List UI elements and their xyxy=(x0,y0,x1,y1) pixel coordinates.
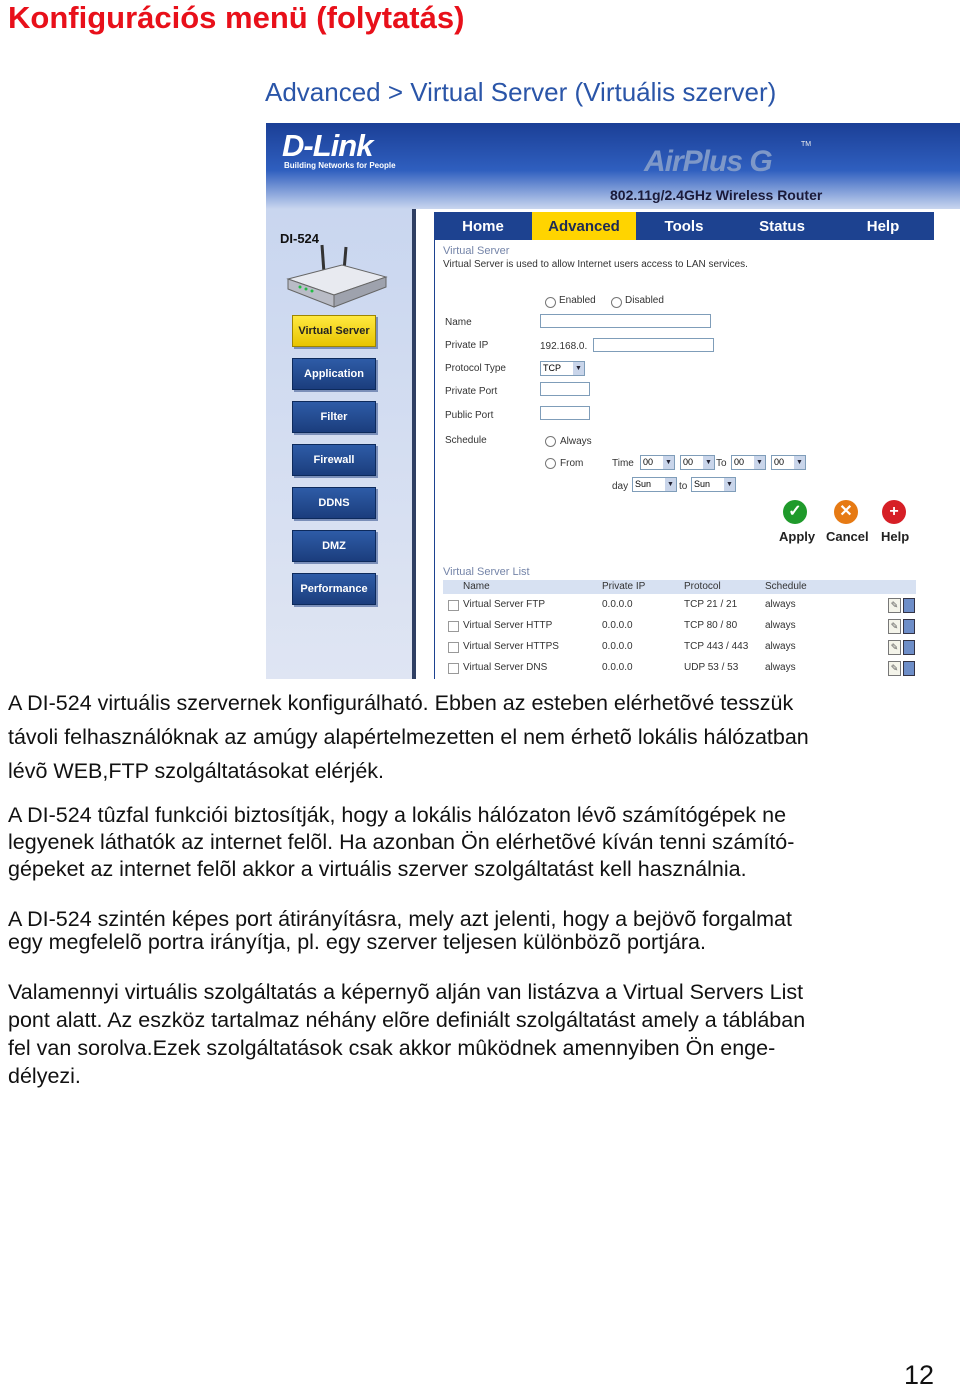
row-schedule: always xyxy=(765,641,796,652)
router-device-icon xyxy=(282,243,388,309)
time-label: Time xyxy=(612,458,634,469)
day-from-value: Sun xyxy=(635,479,652,489)
chevron-down-icon: ▼ xyxy=(663,456,674,469)
model-label: DI-524 xyxy=(280,231,320,246)
tab-help[interactable]: Help xyxy=(866,217,900,235)
private-port-label: Private Port xyxy=(445,386,498,397)
private-ip-input[interactable] xyxy=(593,338,714,352)
row-checkbox[interactable] xyxy=(448,642,459,653)
paragraph-2-line-1: A DI-524 tûzfal funkciói biztosítják, hogy a lokális hálózaton lévõ számítógépek ne xyxy=(8,803,787,827)
trash-icon[interactable] xyxy=(903,640,915,655)
row-name: Virtual Server HTTPS xyxy=(463,641,559,652)
table-row xyxy=(443,596,916,617)
edit-icon[interactable]: ✎ xyxy=(888,619,901,634)
time-to-hour-select[interactable] xyxy=(731,455,766,470)
paragraph-1-line-2: távoli felhasználóknak az amúgy alapértelmezetten el nem érhetõ lokális hálózatban xyxy=(8,725,809,749)
trash-icon[interactable] xyxy=(903,598,915,613)
help-icon[interactable]: + xyxy=(882,500,906,524)
time-from-hour-select[interactable] xyxy=(640,455,675,470)
router-model-description: 802.11g/2.4GHz Wireless Router xyxy=(610,187,823,203)
section-title: Virtual Server xyxy=(443,245,510,257)
sidebar-item-virtual-server[interactable]: Virtual Server xyxy=(292,315,376,347)
name-label: Name xyxy=(445,317,472,328)
table-row xyxy=(443,638,916,659)
paragraph-4-line-3: fel van sorolva.Ezek szolgáltatások csak akkor mûködnek amennyiben Ön enge- xyxy=(8,1036,776,1060)
disabled-radio[interactable] xyxy=(611,297,622,308)
sidebar-item-dmz[interactable]: DMZ xyxy=(292,530,376,562)
sidebar-item-application[interactable]: Application xyxy=(292,358,376,390)
edit-icon[interactable]: ✎ xyxy=(888,661,901,676)
list-header xyxy=(443,580,916,594)
page-number: 12 xyxy=(903,1360,934,1390)
row-ip: 0.0.0.0 xyxy=(602,662,633,673)
tab-bar xyxy=(434,212,934,240)
sidebar-item-performance[interactable]: Performance xyxy=(292,573,376,605)
private-port-input[interactable] xyxy=(540,382,590,396)
table-row xyxy=(443,617,916,638)
trash-icon[interactable] xyxy=(903,661,915,676)
always-radio[interactable] xyxy=(545,436,556,447)
page-title: Konfigurációs menü (folytatás) xyxy=(8,0,465,35)
chevron-down-icon: ▼ xyxy=(703,456,714,469)
day-to-select[interactable] xyxy=(691,477,736,492)
row-name: Virtual Server FTP xyxy=(463,599,546,610)
tab-advanced[interactable]: Advanced xyxy=(532,212,636,240)
row-schedule: always xyxy=(765,662,796,673)
always-label: Always xyxy=(560,436,592,447)
row-protocol: TCP 443 / 443 xyxy=(684,641,749,652)
to-day-label: to xyxy=(679,481,688,492)
tab-status[interactable]: Status xyxy=(759,217,805,235)
from-label: From xyxy=(560,458,584,469)
apply-icon[interactable]: ✓ xyxy=(783,500,807,524)
dlink-logo: D-Link xyxy=(282,128,373,163)
airplus-logo: AirPlus G xyxy=(644,145,772,178)
tab-home[interactable]: Home xyxy=(462,217,504,235)
row-ip: 0.0.0.0 xyxy=(602,620,633,631)
day-to-value: Sun xyxy=(694,479,711,489)
help-button[interactable]: Help xyxy=(881,529,910,544)
paragraph-4-line-1: Valamennyi virtuális szolgáltatás a képernyõ alján van listázva a Virtual Servers List xyxy=(8,980,804,1004)
time-to-hour-value: 00 xyxy=(734,457,745,467)
row-protocol: TCP 80 / 80 xyxy=(684,620,738,631)
row-name: Virtual Server HTTP xyxy=(463,620,553,631)
chevron-down-icon: ▼ xyxy=(573,362,584,375)
row-schedule: always xyxy=(765,620,796,631)
time-from-min-select[interactable] xyxy=(680,455,715,470)
row-protocol: TCP 21 / 21 xyxy=(684,599,738,610)
chevron-down-icon: ▼ xyxy=(665,478,676,491)
chevron-down-icon: ▼ xyxy=(724,478,735,491)
section-description: Virtual Server is used to allow Internet users access to LAN services. xyxy=(443,259,748,270)
paragraph-3-line-2: egy megfelelõ portra irányítja, pl. egy szerver teljesen különbözõ portjára. xyxy=(8,930,706,954)
row-ip: 0.0.0.0 xyxy=(602,641,633,652)
time-to-min-select[interactable] xyxy=(771,455,806,470)
paragraph-4-line-2: pont alatt. Az eszköz tartalmaz néhány elõre definiált szolgáltatást amely a táblában xyxy=(8,1008,806,1032)
router-screenshot xyxy=(266,123,960,679)
public-port-label: Public Port xyxy=(445,410,494,421)
from-radio[interactable] xyxy=(545,458,556,469)
row-checkbox[interactable] xyxy=(448,621,459,632)
paragraph-1-line-1: A DI-524 virtuális szervernek konfigurálható. Ebben az esteben elérhetõvé tesszük xyxy=(8,691,794,715)
paragraph-4-line-4: délyezi. xyxy=(8,1064,81,1088)
airplus-tm: TM xyxy=(801,141,812,148)
cancel-button[interactable]: Cancel xyxy=(826,529,869,544)
enabled-radio[interactable] xyxy=(545,297,556,308)
row-ip: 0.0.0.0 xyxy=(602,599,633,610)
paragraph-2-line-2: legyenek láthatók az internet felõl. Ha azonban Ön elérhetõvé kíván tenni számító- xyxy=(8,830,795,854)
paragraph-2-line-3: gépeket az internet felõl akkor a virtuális szerver szolgáltatást kell használnia. xyxy=(8,857,747,881)
chevron-down-icon: ▼ xyxy=(794,456,805,469)
cancel-icon[interactable]: ✕ xyxy=(834,500,858,524)
col-name: Name xyxy=(463,581,490,592)
time-from-min-value: 00 xyxy=(683,457,694,467)
protocol-value: TCP xyxy=(543,363,561,373)
chevron-down-icon: ▼ xyxy=(754,456,765,469)
schedule-label: Schedule xyxy=(445,435,487,446)
row-protocol: UDP 53 / 53 xyxy=(684,662,739,673)
row-checkbox[interactable] xyxy=(448,663,459,674)
time-to-min-value: 00 xyxy=(774,457,785,467)
time-from-hour-value: 00 xyxy=(643,457,654,467)
col-private-ip: Private IP xyxy=(602,581,646,592)
paragraph-3-line-1: A DI-524 szintén képes port átirányításra, mely azt jelenti, hogy a bejövõ forgalmat xyxy=(8,907,792,931)
public-port-input[interactable] xyxy=(540,406,590,420)
trash-icon[interactable] xyxy=(903,619,915,634)
protocol-label: Protocol Type xyxy=(445,363,506,374)
sidebar-item-filter[interactable]: Filter xyxy=(292,401,376,433)
name-input[interactable] xyxy=(540,314,711,328)
col-protocol: Protocol xyxy=(684,581,721,592)
to-label: To xyxy=(716,458,727,469)
private-ip-prefix: 192.168.0. xyxy=(540,341,588,352)
page-subtitle: Advanced > Virtual Server (Virtuális szerver) xyxy=(265,77,777,107)
disabled-label: Disabled xyxy=(625,295,664,306)
sidebar-divider xyxy=(412,209,416,679)
day-label: day xyxy=(612,481,629,492)
col-schedule: Schedule xyxy=(765,581,807,592)
apply-button[interactable]: Apply xyxy=(779,529,816,544)
dlink-tagline: Building Networks for People xyxy=(284,161,396,170)
row-schedule: always xyxy=(765,599,796,610)
edit-icon[interactable]: ✎ xyxy=(888,640,901,655)
sidebar-item-ddns[interactable]: DDNS xyxy=(292,487,376,519)
list-title: Virtual Server List xyxy=(443,566,530,578)
private-ip-label: Private IP xyxy=(445,340,489,351)
day-from-select[interactable] xyxy=(632,477,677,492)
paragraph-1-line-3: lévõ WEB,FTP szolgáltatásokat elérjék. xyxy=(8,759,385,783)
tab-tools[interactable]: Tools xyxy=(664,217,704,235)
table-row xyxy=(443,659,916,679)
row-name: Virtual Server DNS xyxy=(463,662,548,673)
protocol-select[interactable] xyxy=(540,361,585,376)
sidebar-item-firewall[interactable]: Firewall xyxy=(292,444,376,476)
enabled-label: Enabled xyxy=(559,295,596,306)
row-checkbox[interactable] xyxy=(448,600,459,611)
edit-icon[interactable]: ✎ xyxy=(888,598,901,613)
